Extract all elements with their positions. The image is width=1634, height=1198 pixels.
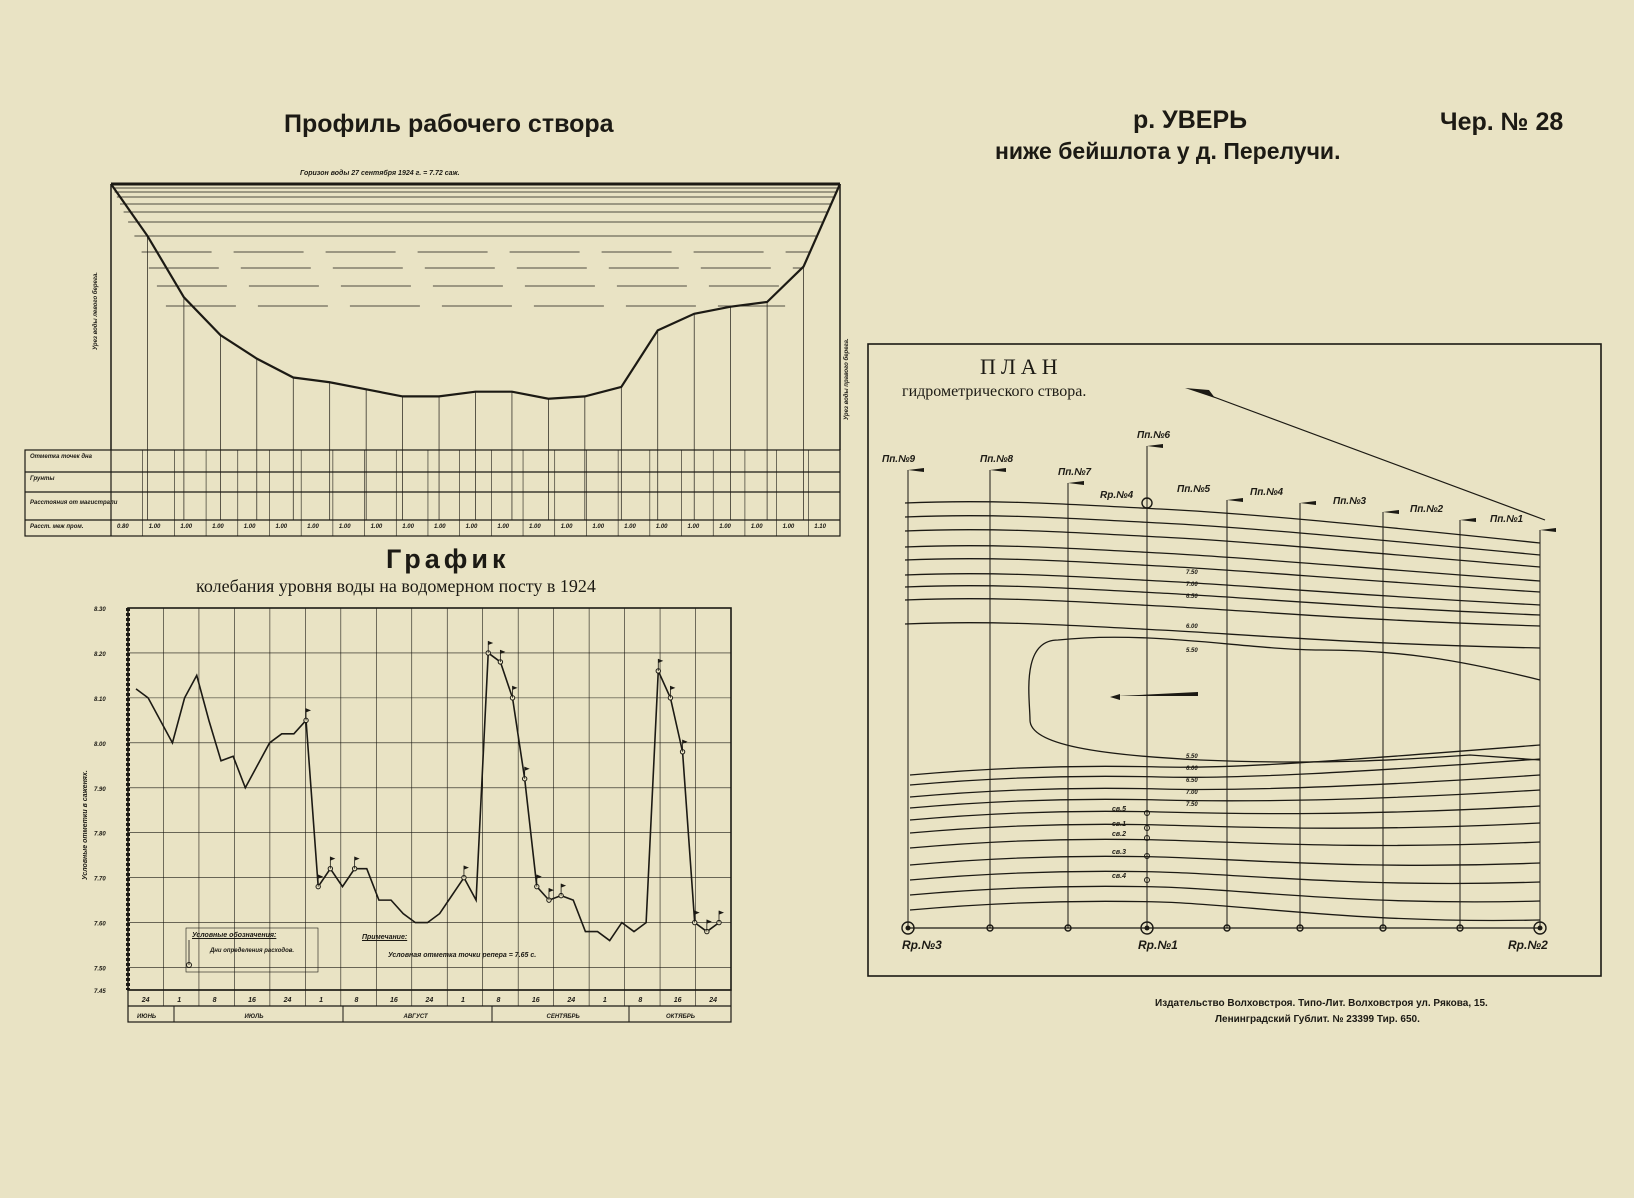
table-row-label-soils: Грунты bbox=[30, 476, 55, 482]
benchmark-core bbox=[906, 926, 911, 931]
contour-label: 7.00 bbox=[1186, 790, 1198, 796]
x-tick-label: 8 bbox=[354, 997, 359, 1004]
stake-label: Пп.№5 bbox=[1177, 484, 1211, 495]
stake-flag bbox=[1383, 510, 1399, 514]
x-tick-label: 1 bbox=[319, 997, 323, 1004]
interval-cell: 1.00 bbox=[750, 524, 763, 530]
month-label: АВГУСТ bbox=[403, 1014, 428, 1020]
legend-title: Условные обозначения: bbox=[192, 932, 277, 939]
contour-label: 6.50 bbox=[1186, 778, 1198, 784]
north-arrow-line bbox=[1195, 390, 1545, 520]
stake-label: Пп.№3 bbox=[1333, 496, 1367, 507]
left-bank-label: Урез воды левого берега. bbox=[93, 272, 99, 350]
x-tick-label: 8 bbox=[638, 997, 643, 1004]
stake-flag bbox=[908, 468, 924, 472]
month-label: ОКТЯБРЬ bbox=[666, 1014, 695, 1020]
interval-cell: 1.00 bbox=[719, 524, 731, 530]
x-tick-label: 1 bbox=[460, 997, 465, 1004]
table-row-label-distances: Расстояния от магистрали bbox=[30, 500, 118, 506]
stake-flag bbox=[990, 468, 1006, 472]
plan-contour-lines bbox=[905, 502, 1540, 921]
interval-cell: 0.80 bbox=[117, 524, 129, 530]
contour-line bbox=[905, 623, 1540, 648]
sheet-number: Чер. № 28 bbox=[1440, 108, 1564, 136]
well-label: св.2 bbox=[1112, 831, 1126, 838]
contour-label: 7.50 bbox=[1186, 802, 1198, 808]
benchmark-label: Rp.№1 bbox=[1138, 938, 1178, 952]
contour-line bbox=[910, 745, 1540, 775]
plan-baseline-points bbox=[902, 498, 1546, 934]
contour-line bbox=[905, 586, 1540, 615]
note-text: Условная отметка точки репера = 7.65 с. bbox=[388, 952, 537, 959]
footer-line-2: Ленинградский Гублит. № 23399 Тир. 650. bbox=[1215, 1014, 1420, 1025]
footer-line-1: Издательство Волховстроя. Типо-Лит. Волховстроя ул. Рякова, 15. bbox=[1155, 998, 1488, 1009]
x-tick-label: 24 bbox=[425, 997, 434, 1004]
interval-cell: 1.00 bbox=[655, 524, 668, 530]
y-tick-label: 8.10 bbox=[94, 696, 106, 703]
contour-line bbox=[905, 530, 1540, 567]
contour-line bbox=[910, 806, 1540, 820]
x-tick-label: 24 bbox=[567, 997, 576, 1004]
contour-line bbox=[905, 516, 1540, 555]
table-row-label-bottom-marks: Отметка точек дна bbox=[30, 454, 92, 460]
stake-flag bbox=[1300, 501, 1316, 505]
north-arrow-head bbox=[1185, 388, 1215, 398]
y-tick-label: 7.80 bbox=[94, 831, 106, 838]
y-tick-label: 7.45 bbox=[94, 989, 106, 995]
interval-cell: 1.00 bbox=[687, 524, 700, 530]
interval-cell: 1.00 bbox=[402, 524, 414, 530]
interval-cell: 1.00 bbox=[148, 524, 161, 530]
interval-cell: 1.00 bbox=[338, 524, 351, 530]
contour-label: 6.00 bbox=[1186, 624, 1198, 630]
x-tick-label: 16 bbox=[390, 997, 398, 1004]
x-tick-label: 1 bbox=[602, 997, 607, 1004]
interval-cell: 1.00 bbox=[497, 524, 510, 530]
contour-label: 6.00 bbox=[1186, 766, 1198, 772]
note-title: Примечание: bbox=[362, 934, 408, 941]
stake-label: Пп.№4 bbox=[1250, 487, 1284, 498]
stake-label: Пп.№7 bbox=[1058, 467, 1092, 478]
contour-line bbox=[910, 839, 1540, 848]
x-tick-label: 24 bbox=[709, 997, 718, 1004]
x-tick-label: 16 bbox=[673, 997, 682, 1004]
contour-label: 7.50 bbox=[1186, 570, 1198, 576]
interval-cell: 1.00 bbox=[592, 524, 605, 530]
well-label: св.4 bbox=[1112, 873, 1126, 880]
benchmark-label: Rp.№4 bbox=[1100, 490, 1134, 501]
plan-subtitle: гидрометрического створа. bbox=[902, 383, 1087, 400]
contour-line bbox=[910, 823, 1540, 833]
plan-title: ПЛАН bbox=[980, 354, 1063, 379]
x-tick-label: 8 bbox=[496, 997, 501, 1004]
x-tick-label: 24 bbox=[283, 997, 292, 1004]
y-tick-label: 7.90 bbox=[94, 786, 106, 793]
contour-line bbox=[905, 574, 1540, 605]
interval-cell: 1.00 bbox=[624, 524, 636, 530]
contour-line bbox=[910, 886, 1540, 902]
stake-flag bbox=[1460, 518, 1476, 522]
stake-flag bbox=[1227, 498, 1243, 502]
stake-label: Пп.№8 bbox=[980, 454, 1014, 465]
interval-cell: 1.00 bbox=[433, 524, 446, 530]
profile-title: Профиль рабочего створа bbox=[284, 110, 614, 138]
benchmark-core bbox=[1145, 926, 1150, 931]
stake-flag bbox=[1068, 481, 1084, 485]
y-tick-label: 8.00 bbox=[94, 741, 106, 748]
contour-line bbox=[905, 599, 1540, 626]
contour-label: 5.50 bbox=[1186, 648, 1198, 654]
interval-cell: 1.00 bbox=[212, 524, 224, 530]
plan-deep-pool-contour bbox=[1029, 637, 1540, 762]
benchmark-core bbox=[1538, 926, 1543, 931]
y-tick-label: 8.20 bbox=[94, 651, 106, 658]
stake-label: Пп.№9 bbox=[882, 454, 916, 465]
y-tick-label: 7.60 bbox=[94, 921, 106, 928]
x-tick-label: 24 bbox=[141, 997, 150, 1004]
interval-cell: 1.00 bbox=[180, 524, 193, 530]
x-tick-label: 16 bbox=[248, 997, 256, 1004]
y-tick-label: 7.50 bbox=[94, 966, 106, 973]
contour-label: 5.50 bbox=[1186, 754, 1198, 760]
stake-flag bbox=[1147, 444, 1163, 448]
stake-flag bbox=[1540, 528, 1556, 532]
x-tick-label: 16 bbox=[531, 997, 540, 1004]
interval-cell: 1.10 bbox=[814, 524, 826, 530]
river-name: р. УВЕРЬ bbox=[1133, 106, 1248, 134]
contour-line bbox=[910, 790, 1540, 808]
interval-cell: 1.00 bbox=[243, 524, 256, 530]
benchmark-label: Rp.№3 bbox=[902, 938, 942, 952]
interval-cell: 1.00 bbox=[370, 524, 383, 530]
graph-title: График bbox=[386, 544, 510, 574]
benchmark-label: Rp.№2 bbox=[1508, 938, 1548, 952]
y-tick-label: 8.30 bbox=[94, 607, 106, 613]
x-tick-label: 8 bbox=[212, 997, 217, 1004]
contour-line bbox=[905, 502, 1540, 543]
stake-label: Пп.№1 bbox=[1490, 514, 1524, 525]
contour-line bbox=[910, 871, 1540, 883]
interval-cell: 1.00 bbox=[275, 524, 288, 530]
legend-item: Дни определения расходов. bbox=[209, 948, 295, 954]
interval-cell: 1.00 bbox=[465, 524, 478, 530]
right-bank-label: Урез воды правого берега. bbox=[844, 338, 850, 420]
contour-line bbox=[910, 901, 1540, 920]
interval-cell: 1.00 bbox=[529, 524, 541, 530]
contour-line bbox=[910, 856, 1540, 865]
interval-cell: 1.00 bbox=[560, 524, 573, 530]
flow-direction-arrow bbox=[1110, 692, 1198, 700]
stake-label: Пп.№2 bbox=[1410, 504, 1444, 515]
x-tick-label: 1 bbox=[177, 997, 182, 1004]
y-tick-label: 7.70 bbox=[94, 876, 106, 883]
contour-line bbox=[905, 559, 1540, 592]
month-label: ИЮНЬ bbox=[137, 1014, 157, 1020]
month-label: ИЮЛЬ bbox=[244, 1014, 264, 1020]
well-label: св.5 bbox=[1112, 806, 1126, 813]
water-level-note: Горизон воды 27 сентября 1924 г. = 7.72 саж. bbox=[300, 170, 460, 177]
month-label: СЕНТЯБРЬ bbox=[546, 1014, 580, 1020]
contour-line bbox=[905, 546, 1540, 581]
graph-ylabel: Условные отметки в саженях. bbox=[82, 770, 89, 880]
stake-label: Пп.№6 bbox=[1137, 430, 1171, 441]
well-label: св.1 bbox=[1112, 821, 1126, 828]
table-row-label-intervals: Расст. меж пром. bbox=[30, 524, 84, 530]
well-label: св.3 bbox=[1112, 849, 1126, 856]
interval-cell: 1.00 bbox=[307, 524, 319, 530]
interval-cell: 1.00 bbox=[782, 524, 795, 530]
river-location: ниже бейшлота у д. Перелучи. bbox=[995, 138, 1341, 164]
contour-label: 7.00 bbox=[1186, 582, 1198, 588]
graph-subtitle: колебания уровня воды на водомерном посту в 1924 bbox=[196, 576, 596, 596]
contour-label: 6.50 bbox=[1186, 594, 1198, 600]
